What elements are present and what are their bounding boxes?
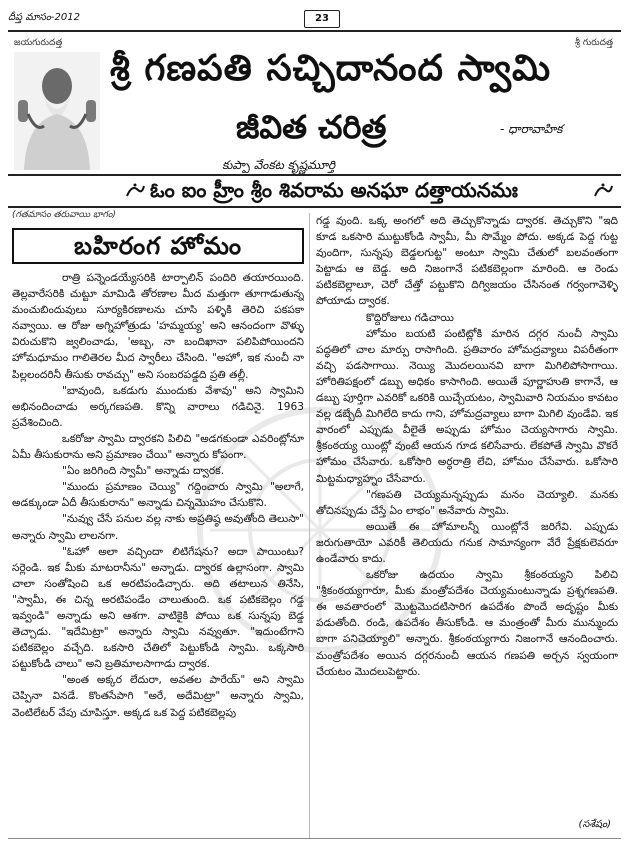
left-column: [12, 270, 304, 840]
mantra-rule-top: [8, 174, 621, 176]
page-subtitle: జీవిత చరిత్ర: [236, 108, 387, 146]
paragraph: "అంత అక్కర లేదురా, అవతల పారేయ్" అని స్వామి చెప్పినా వినడే. కొంతసేపాగి "అరే, అదేమిట్రా" అన్నారు స్వామి, వెంటిలేటర్ వేపు చూపిస్తూ. అక్కడ ఒక పెద్ద పటికబెల్లపు: [12, 674, 304, 719]
paragraph: "నువ్వు చేసే పనుల వల్ల నాకు అప్రతిష్ఠ అవుతోంది తెలుసా" అన్నారు స్వామి లాలనగా.: [12, 513, 304, 542]
author-name: కుప్పా వేంకట కృష్ణమూర్తి: [222, 158, 336, 172]
tag-left: జయగురుదత్త: [14, 38, 63, 48]
page-header: [8, 10, 620, 26]
paragraph: "గణపతి చెయ్యమన్నప్పుడు మనం చెయ్యాలి. మనకు తోచినప్పుడు చేస్తే ఏం లాభం" అనేవారు స్వామి.: [316, 488, 618, 517]
continuation-note: (గతమాసం తరువాయి భాగం): [12, 210, 116, 220]
page-title: శ్రీ గణపతి సచ్చిదానంద స్వామి: [110, 48, 552, 89]
paragraph: అయితే ఈ హోమాలన్నీ యింట్లోనే జరిగేవి. ఎప్పుడు జరుగుతాయో ఎవరికీ తెలియదు గనుక సామాన్యంగా వేరే ప్రేక్షకులెవరూ ఉండేవారు కాదు.: [316, 520, 618, 565]
column-divider: [309, 213, 310, 838]
paragraph: హోమం బయటి పంటిట్లోకి మారిన దగ్గర నుంచీ స్వామి పద్ధతిలో చాల మార్పు రాసాగింది. ప్రతివారం హోమద్రవ్యాలు విపరీతంగా వచ్చి పడసాగాయి. నెయ్యి మొదలయినవి బాగా మిగిలిపోసాగాయి. హోరితిపక్షంలో డబ్బు అధికం కాసాగింది. అయితే పూర్ణాహుతి కాగానే, ఆ డబ్బు పూర్తిగా ఎవరికో ఒకరికి యిచ్చేయటం, స్వామివారి నియమం కావటం వల్ల డబ్బేదీ మిగిలేది కాదు గాని, హోమద్రవ్యాలు బాగా మిగిలి వుండేవి. ఇక వారంలో ఎప్పుడు వీలైతే అప్పుడు హోమం చెయ్యసాగారు స్వామి. శ్రీకంఠయ్య యింట్లో వుంటే ఆయన గూడ కలిసేవారు. లేకపోతే స్వామి వొకరే హోమం చేసేవారు. ఒకోసారి అర్ధరాత్రి లేచి, హోమం చేసేవారు. ఒకోసారి మిట్టమధ్యాహ్నం చేసేవారు.: [316, 327, 618, 485]
paragraph: గడ్డ వుంది. ఒక్క అంగలో అది తెచ్చుకొన్నాడు ద్వారక. తెచ్చుకొని "ఇది కూడ ఒకసారి ముట్టుకోండి స్వామీ, మీ సొమ్మేం పోదు. అక్కడ పెద్ద గుట్ట వుందిగా, సున్నపు బెడ్డలగుట్ట" అంటూ స్వామి చేతులో బలవంతంగా పెట్టాడు ఆ బెడ్డ. అది నిజంగానే పటికబెల్లంగా మారింది. ఆ రెండు పటికబెల్లాలూ, చెరో చేత్తో పట్టుకొని దిగ్విజయం చేసినంత గర్వంగావెళ్ళి పోయాడు ద్వారక.: [316, 215, 618, 308]
om-icon: [124, 182, 146, 200]
swami-portrait: [14, 52, 100, 170]
paragraph: ఒకరోజు ఉదయం స్వామి శ్రీకంఠయ్యని పిలిచి "శ్రీకంఠయ్యగారూ, మీకు మంత్రోపదేశం చెయ్యమంటున్నాడు ప్రశ్నగణపతి. ఈ అవతారంలో మొట్టమొదటిసారిగ ఉపదేశం పొందే అదృష్టం మీకు పడుతోంది. రండి, ఉపదేశం తీసుకోండి. ఆ మంత్రంతో మీరు మున్ముందు బాగా పనిచెయ్యాలి" అన్నారు. శ్రీకంఠయ్యగారు నిజంగానే ఆనందించారు. మంత్రోపదేశం అయిన దగ్గరనుంచీ ఆయన గణపతి అర్చన స్వయంగా చేయటం మొదలుపెట్టారు.: [316, 569, 618, 678]
paragraph: "ఓహో అలా వచ్చిందా లిటిగేషను? అదా పాయింటు? సర్లెండి. ఇక మీకు మాటరానీను" అన్నాడు. ద్వారక ఉల్లాసంగా. స్వామి చాలా సంతోషించి ఒక అరటిపండిచ్చారు. అది తటాలున తినేసి, "స్వామీ, ఈ చిన్న అరటిపండేం చాలుతుంది. ఒక పటికబెల్లం గడ్డ ఇవ్వండి" అన్నాడు అని ఆశగా. వాటికైకి పోయి ఒక సున్నపు బెడ్డ తెచ్చాడు. "ఇదేమిట్రా" అన్నారు స్వామి నవ్వుతూ. "ఇదుంటేగాని పటికబెల్లం వచ్చేది. ఒకసారి చేతిలో పెట్టుకోండి స్వామి. ఒక్కసారి పట్టుకోండి చాలు" అని బ్రతిమాలసాగాడు ద్వారక.: [12, 545, 304, 671]
mantra-line: ఓం ఐం హ్రీం శ్రీం శివరామ అనఘా దత్తాయనమః: [150, 178, 518, 202]
paragraph: "ముందు ప్రమాణం చెయ్యి" గద్దించారు స్వామి "అలాగే, అడక్కుండా ఏదీ తీసుకురాను" అన్నాడు చిన్నమొహం చేసుకొని.: [12, 481, 304, 510]
section-heading: బహిరంగ హోమం: [12, 228, 304, 264]
tag-right: శ్రీ గురుదత్త: [575, 38, 613, 48]
footer-rule: [8, 838, 621, 839]
paragraph: "ఏం జరిగింది స్వామీ" అన్నాడు ద్వారక.: [62, 465, 225, 478]
continued-label: (సశేషం): [578, 819, 611, 830]
header-rule: [8, 30, 621, 32]
paragraph: కొద్దిరోజులు గడిచాయి: [366, 311, 454, 324]
paragraph: ఒకరోజు స్వామి ద్వారకని పిలిచి "అడగకుండా ఎవరింట్లోనూ ఏమీ తీసుకురాను అని ప్రమాణం చేయి" అన్నారు కోపంగా.: [12, 432, 304, 462]
right-column: [316, 213, 618, 793]
page-number: 23: [304, 10, 340, 28]
issue-label: దీప్త మాసం-2012: [8, 12, 80, 23]
paragraph: "బావుంది, ఒకడుగు ముందుకు వేశావు" అని స్వామిని అభినందించాడు అర్కగణపతి. కొన్ని వారాలు గడిచినై. 1963 ప్రవేశించింది.: [12, 384, 304, 429]
mantra-rule-bottom: [8, 206, 621, 208]
paragraph: రాత్రి పన్నెండయ్యేసరికి టార్పాలిన్ పందిరి తయారయింది. తెల్లవారేసరికి చుట్టూ మామిడి తోరణాల మీద మత్తుగా తూగాడుతున్న మంచుబిందువులు సూర్యకిరణాలను చూసి పళ్ళికి తెరిచి పకపకా నవ్వాయి. ఆ రోజు అగ్నిహోత్రుడు 'హమ్మయ్య' అని ఆనందంగా వొళ్ళు విరుచుకొని జ్వలించాడు, 'అబ్బ, నా బందిఖానా పలిపిపోయిందని హోమధూమం గాలితెరల మీద స్వారీలు చేసింది. "అహో, ఇక నుంచీ నా పిల్లలందరినీ తీసుకు రావచ్చు" అని సంబరపడ్డది ప్రతి తల్లీ.: [12, 272, 304, 381]
series-label: - ధారావాహిక: [500, 122, 563, 136]
om-icon-right: [592, 182, 614, 200]
